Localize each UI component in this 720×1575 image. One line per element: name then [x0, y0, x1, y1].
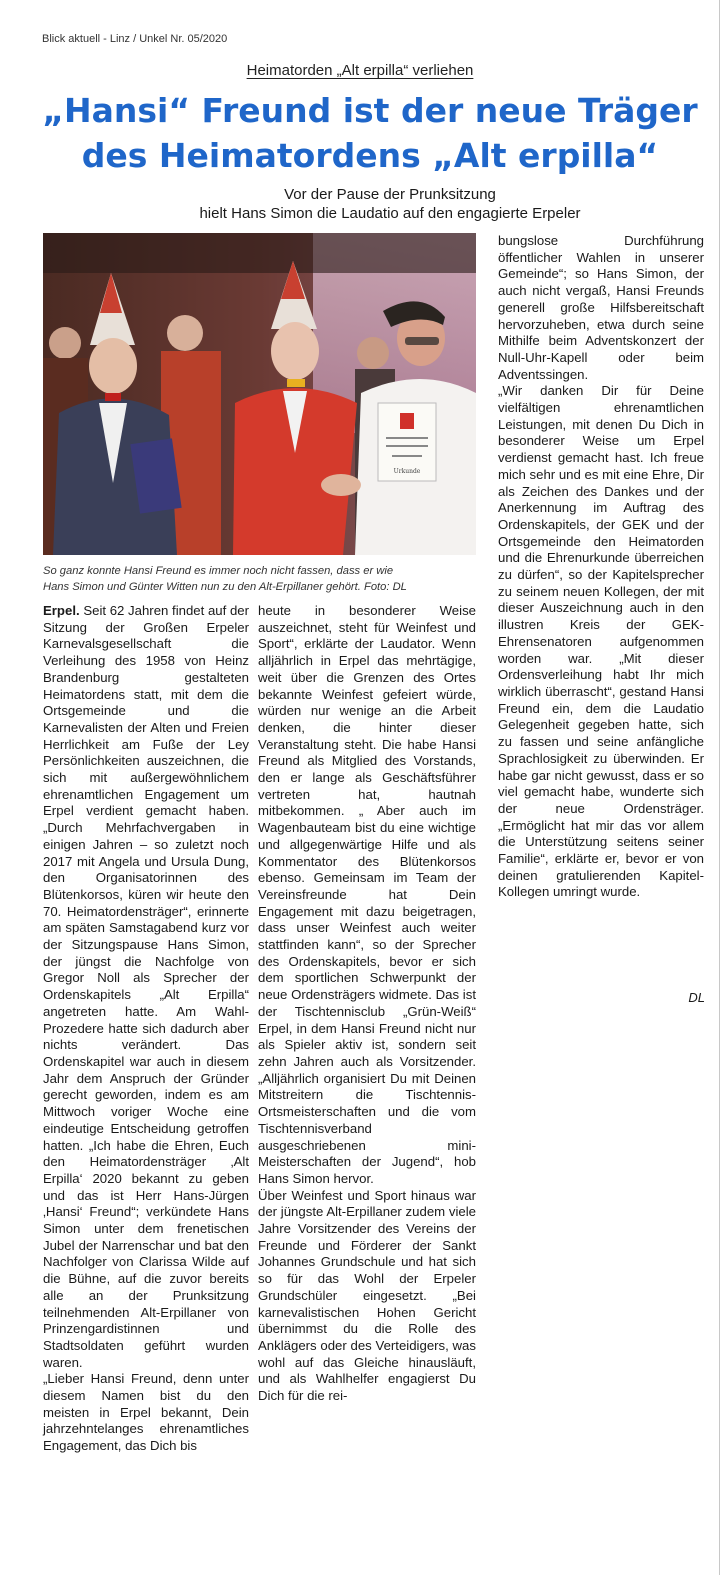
paragraph: „Wir danken Dir für Deine vielfältigen ehrenamtlichen Leistungen, mit denen Du Dich in besonderer Weise um Erpel verdienst gemacht hast. Ich freue mich sehr und es mit eine Ehre, Dir als Zeichen des Dankes und der Anerkennung im Auftrag des Ordenskapitels, der GEK und der Ortsgemeinde den Heimatorden und die Ehrenurkunde überreichen zu dürfen“, so der Kapitelsprecher zu seinem neuen Kollegen, der mit dieser Auszeichnung auch in den illustren Kreis der GEK-Ehrensenatoren aufgenommen worden war. „Mit dieser Ordensverleihung habt Ihr mich wirklich überrascht“, gestand Hansi Freund ein, dem die Laudatio Gelegenheit gegeben hatte, sich zu fassen und seine anfängliche Sprachlosigkeit zu überwinden. Er habe gar nicht gewusst, dass er so viel gemacht habe, wunderte sich der neue Ordensträger. „Ermöglicht hat mir das vor allem die Unterstützung seitens seiner Familie“, erklärte er, bevor er von deinen gratulierenden Kapitel-Kollegen umringt wurde. — [498, 383, 704, 900]
paragraph: heute in besonderer Weise auszeichnet, steht für Weinfest und Sport“, erklärte der Laudator. Wenn alljährlich in Erpel das mehrtägige, weit über die Grenzen des Ortes bekannte Weinfest gefeiert würde, würden nur wenige an die Arbeit denken, die hinter dieser Veranstaltung steht. Die habe Hansi Freund als Mitglied des Vorstands, den er lange als Geschäftsführer vertreten hat, hautnah mitbekommen. „ Aber auch im Wagenbauteam bist du eine wichtige und allgegenwärtige Hilfe und als Kommentator des Blütenkorsos ebenso. Gemeinsam im Team der Vereinsfreunde hat Dein Engagement mit dazu beigetragen, dass unser Weinfest auch weiter stattfinden kann“, so der Sprecher des Ordenskapitels, bevor er sich dem sportlichen Schwerpunkt der neue Ordensträgers widmete. Das ist der Tischtennisclub „Grün-Weiß“ Erpel, in dem Hansi Freund nicht nur als Spieler aktiv ist, sondern seit zehn Jahren auch als Vorsitzender. „Alljährlich organisiert Du mit Deinen Mitstreitern die Tischtennis-Ortsmeisterschaften und die vom Tischtennisverband ausgeschriebenen mini-Meisterschaften der Jugend“, hob Hans Simon hervor. — [258, 603, 476, 1186]
paragraph: bungslose Durchführung öffentlicher Wahlen in unserer Gemeinde“; so Hans Simon, der auch nicht vergaß, Hansi Freunds generell große Hilfsbereitschaft hervorzuheben, etwa durch seine Mithilfe beim Adventskonzert der Null-Uhr-Kapell oder beim Adventssingen. — [498, 233, 704, 382]
article-kicker: Heimatorden „Alt erpilla“ verliehen — [246, 62, 474, 79]
article-headline — [20, 88, 720, 178]
article-column-2 — [258, 603, 476, 1405]
article-subhead — [100, 185, 680, 223]
caption-line-1: So ganz konnte Hansi Freund es immer noch nicht fassen, dass er wie — [43, 565, 394, 577]
subhead-line-2: hielt Hans Simon die Laudatio auf den engagierte Erpeler — [199, 205, 581, 222]
article-column-3 — [498, 233, 704, 901]
author-signature: DL — [688, 990, 705, 1005]
photo-illustration — [43, 233, 476, 555]
article-column-1 — [43, 603, 249, 1455]
dateline: Erpel. — [43, 603, 80, 618]
headline-line-1: „Hansi“ Freund ist der neue Träger — [42, 91, 698, 130]
caption-line-2: Hans Simon und Günter Witten nun zu den Alt-Erpillaner gehört. Foto: DL — [43, 581, 407, 593]
photo-caption — [43, 563, 483, 595]
subhead-line-1: Vor der Pause der Prunksitzung — [284, 186, 496, 203]
article-photo — [43, 233, 476, 555]
paragraph: Erpel. Seit 62 Jahren findet auf der Sitzung der Großen Erpeler Karnevalsgesellschaft die Verleihung des 1958 von Heinz Brandenburg gestalteten Heimatordens statt, mit dem die Ortsgemeinde und die Karnevalisten der Alten und Freien Herrlichkeit am Fuße der Ley Persönlichkeiten auszeichnen, die sich mit außergewöhnlichem ehrenamtlichen Engagement um Erpel verdient gemacht haben. „Durch Mehrfachvergaben in einigen Jahren – so zuletzt noch 2017 mit Angela und Ursula Dung, den Organisatorinnen des Blütenkorsos, küren wir heute den 70. Heimatordensträger“, erinnerte am späten Samstagabend kurz vor der Sitzungspause Hans Simon, der jüngst die Nachfolge von Gregor Noll als Sprecher der Ordenskapitels „Alt Erpilla“ angetreten hatte. Am Wahl-Prozedere hatte sich dadurch aber nichts verändert. Das Ordenskapitel war auch in diesem Jahr dem Anspruch der Gründer gerecht geworden, indem es am Mittwoch voriger Woche eine eindeutige Entscheidung getroffen hatten. „Ich habe die Ehren, Euch den Heimatordensträger ‚Alt Erpilla‘ 2020 bekannt zu geben und das ist Herr Hans-Jürgen ‚Hansi‘ Freund“; verkündete Hans Simon unter dem frenetischen Jubel der Narrenschar und bat den Nachfolger von Clarissa Wilde auf die Bühne, auf die zuvor bereits alle an der Prunksitzung teilnehmenden Alt-Erpillaner von Prinzengardistinnen und Stadtsoldaten geführt wurden waren. — [43, 603, 250, 1370]
certificate-label: Urkunde — [393, 468, 421, 475]
paragraph: Über Weinfest und Sport hinaus war der jüngste Alt-Erpillaner zudem viele Jahre Vorsitzender des Vereins der Freunde und Förderer der Sankt Johannes Grundschule und hat sich so für das Wohl der Erpeler Grundschüler eingesetzt. „Bei karnevalistischen Hohen Gericht übernimmst du die Rolle des Anklägers oder des Verteidigers, was wohl auf das Gleiche hinausläuft, und als Wahlhelfer engagierst Du Dich für die rei- — [258, 1187, 476, 1404]
publication-header: Blick aktuell - Linz / Unkel Nr. 05/2020 — [42, 33, 228, 45]
headline-line-2: des Heimatordens „Alt erpilla“ — [81, 136, 659, 175]
paragraph: „Lieber Hansi Freund, denn unter diesem Namen bist du den meisten in Erpel bekannt, Dein jahrzehntelanges ehrenamtliches Engagement, das Dich bis — [43, 1371, 249, 1454]
